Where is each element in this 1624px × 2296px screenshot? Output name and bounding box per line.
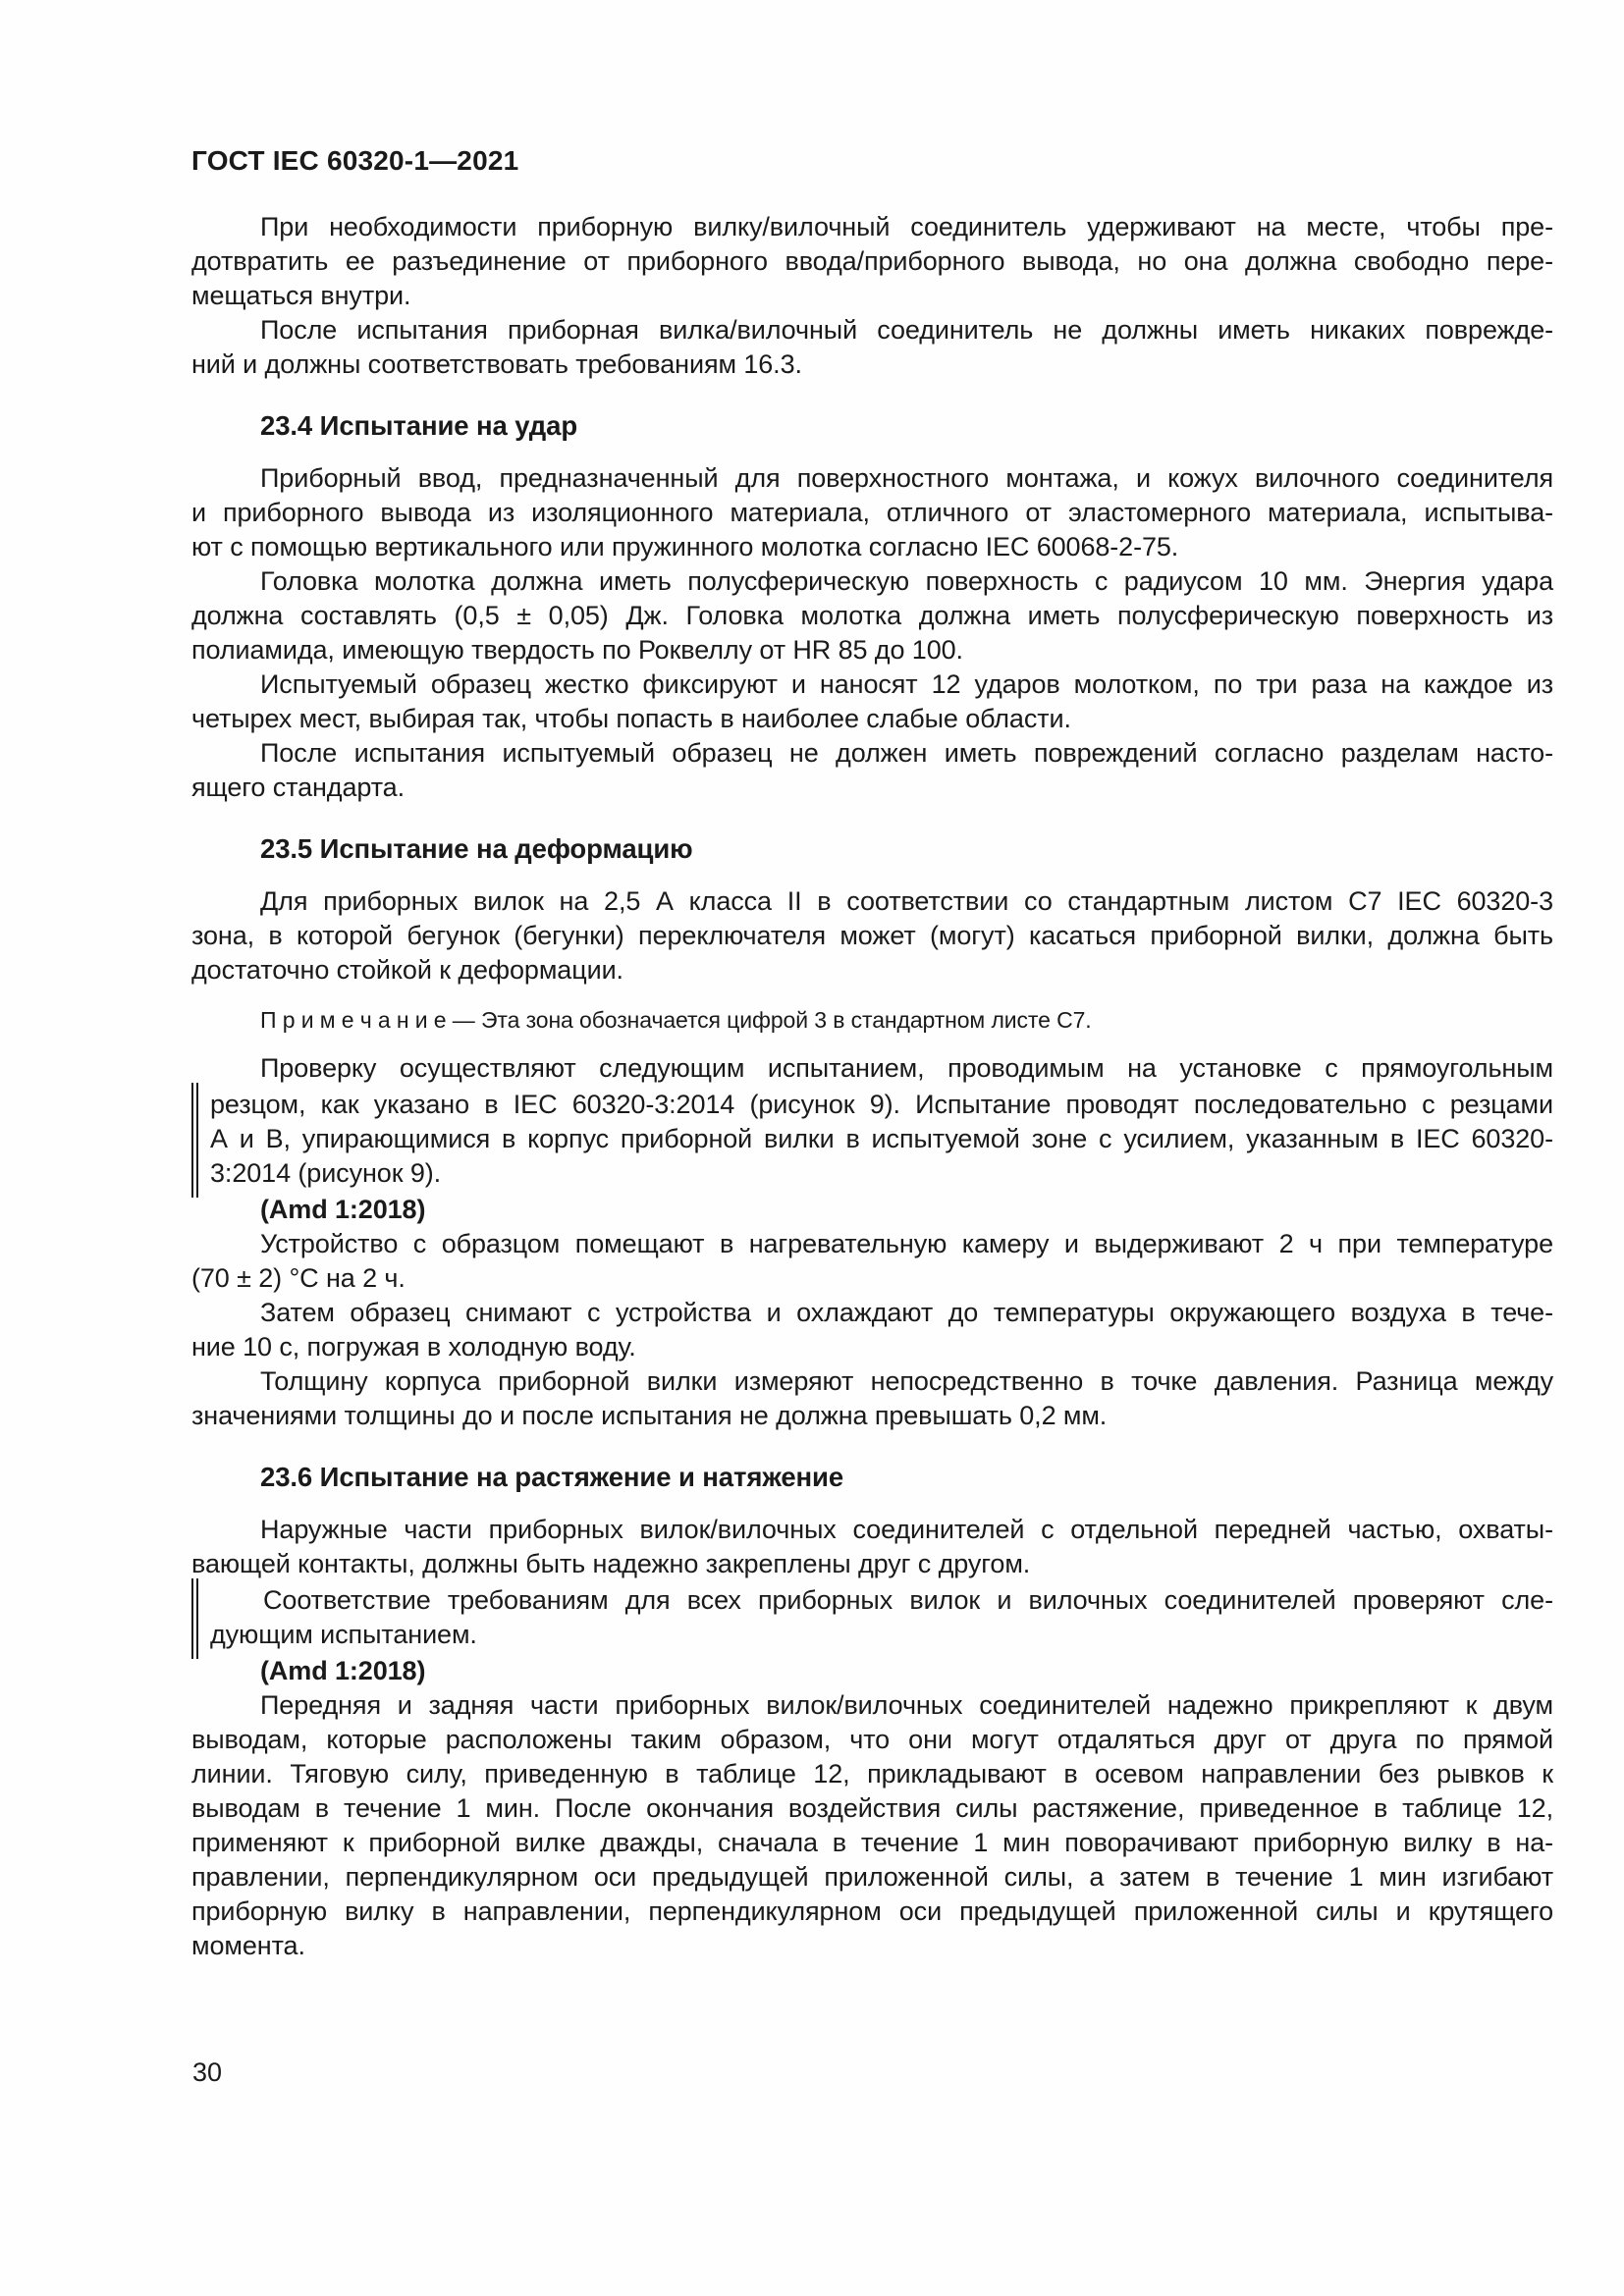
amendment-label-1: (Amd 1:2018) xyxy=(260,1195,426,1224)
paragraph-verification-lead xyxy=(191,1051,1553,1086)
text-line: Наружные части приборных вилок/вилочных соединителей с отдельной передней частью, охваты- xyxy=(260,1515,1553,1544)
text-line: Головка молотка должна иметь полусферическую поверхность с радиусом 10 мм. Энергия удара xyxy=(260,566,1553,596)
text-line: Передняя и задняя части приборных вилок/вилочных соединителей надежно прикрепляют к двум xyxy=(260,1690,1553,1720)
text-line: (70 ± 2) °С на 2 ч. xyxy=(191,1263,406,1293)
paragraph-heating-chamber xyxy=(191,1227,1553,1296)
text-line: достаточно стойкой к деформации. xyxy=(191,955,623,985)
text-line: Приборный ввод, предназначенный для поверхностного монтажа, и кожух вилочного соединителя xyxy=(260,463,1553,493)
text-line: должна составлять (0,5 ± 0,05) Дж. Головка молотка должна иметь полусферическую поверхность из xyxy=(191,601,1553,630)
page-number: 30 xyxy=(192,2057,223,2087)
heading-23-4-impact-test: 23.4 Испытание на удар xyxy=(260,410,578,441)
paragraph-after-impact xyxy=(191,736,1553,805)
text-line: При необходимости приборную вилку/вилочный соединитель удерживают на месте, чтобы пре- xyxy=(260,212,1553,241)
text-line: значениями толщины до и после испытания не должна превышать 0,2 мм. xyxy=(191,1401,1108,1430)
paragraph-after-test-requirements xyxy=(191,313,1553,382)
text-line: выводам в течение 1 мин. После окончания воздействия силы растяжение, приведенное в таблице 12, xyxy=(191,1793,1553,1823)
paragraph-pull-force-table-12 xyxy=(191,1688,1553,1963)
page-content xyxy=(191,210,1553,1963)
text-line: ние 10 с, погружая в холодную воду. xyxy=(191,1332,636,1362)
text-line: 3:2014 (рисунок 9). xyxy=(210,1158,442,1188)
paragraph-compliance-check xyxy=(210,1583,1553,1652)
paragraph-specimen-blows xyxy=(191,667,1553,736)
text-line: ящего стандарта. xyxy=(191,773,405,802)
text-line: момента. xyxy=(191,1931,305,1960)
text-line: А и В, упирающимися в корпус приборной вилки в испытуемой зоне с усилием, указанным в IEC 60320- xyxy=(210,1124,1553,1153)
paragraph-thickness-measure xyxy=(191,1364,1553,1433)
text-line: После испытания приборная вилка/вилочный соединитель не должны иметь никаких поврежде- xyxy=(260,315,1553,345)
paragraph-c7-zone xyxy=(191,884,1553,988)
text-line: дотвратить ее разъединение от приборного ввода/приборного вывода, но она должна свободно пере- xyxy=(191,246,1553,276)
text-line: и приборного вывода из изоляционного материала, отличного от эластомерного материала, испытыва- xyxy=(191,498,1553,527)
heading-23-5-deformation-test: 23.5 Испытание на деформацию xyxy=(260,833,693,864)
text-line: Затем образец снимают с устройства и охлаждают до температуры окружающего воздуха в тече- xyxy=(260,1298,1553,1327)
text-line: Испытуемый образец жестко фиксируют и наносят 12 ударов молотком, по три раза на каждое из xyxy=(260,669,1553,699)
heading-23-6-tension-test: 23.6 Испытание на растяжение и натяжение xyxy=(260,1462,844,1492)
change-marked-block-compliance xyxy=(191,1578,1553,1659)
text-line: После испытания испытуемый образец не должен иметь повреждений согласно разделам насто- xyxy=(260,738,1553,768)
text-line: линии. Тяговую силу, приведенную в таблице 12, прикладывают в осевом направлении без рывков к xyxy=(191,1759,1553,1789)
text-line: Соответствие требованиям для всех приборных вилок и вилочных соединителей проверяют сле- xyxy=(263,1585,1553,1615)
paragraph-cutters-a-b xyxy=(210,1088,1553,1191)
text-line: полиамида, имеющую твердость по Роквеллу от HR 85 до 100. xyxy=(191,635,963,665)
paragraph-plug-retention xyxy=(191,210,1553,313)
text-line: выводам, которые расположены таким образом, что они могут отдаляться друг от друга по прямой xyxy=(191,1725,1553,1754)
text-line: мещаться внутри. xyxy=(191,281,411,310)
amendment-label-2: (Amd 1:2018) xyxy=(260,1656,426,1685)
text-line: Проверку осуществляют следующим испытанием, проводимым на установке с прямоугольным xyxy=(260,1053,1553,1083)
paragraph-outer-parts-fixed xyxy=(191,1513,1553,1581)
text-line: вающей контакты, должны быть надежно закреплены друг с другом. xyxy=(191,1549,1031,1578)
text-line: четырех мест, выбирая так, чтобы попасть в наиболее слабые области. xyxy=(191,704,1071,733)
text-line: ний и должны соответствовать требованиям 16.3. xyxy=(191,349,802,379)
note-zone-number: П р и м е ч а н и е — Эта зона обозначается цифрой 3 в стандартном листе C7. xyxy=(260,1007,1092,1033)
paragraph-cooling-water xyxy=(191,1296,1553,1364)
text-line: применяют к приборной вилке дважды, сначала в течение 1 мин поворачивают приборную вилку в на- xyxy=(191,1828,1553,1857)
text-line: правлении, перпендикулярном оси предыдущей приложенной силы, а затем в течение 1 мин изгибают xyxy=(191,1862,1553,1892)
text-line: приборную вилку в направлении, перпендикулярном оси предыдущей приложенной силы и крутящего xyxy=(191,1896,1553,1926)
text-line: зона, в которой бегунок (бегунки) переключателя может (могут) касаться приборной вилки, должна быть xyxy=(191,921,1553,950)
paragraph-hammer-head xyxy=(191,564,1553,667)
text-line: Устройство с образцом помещают в нагревательную камеру и выдерживают 2 ч при температуре xyxy=(260,1229,1553,1258)
text-line: дующим испытанием. xyxy=(210,1620,477,1649)
text-line: Для приборных вилок на 2,5 А класса II в соответствии со стандартным листом C7 IEC 60320-3 xyxy=(260,886,1553,916)
paragraph-inlet-surface-mount xyxy=(191,461,1553,564)
text-line: резцом, как указано в IEC 60320-3:2014 (рисунок 9). Испытание проводят последовательно с резцами xyxy=(210,1090,1553,1119)
running-header-standard-code: ГОСТ IEC 60320-1—2021 xyxy=(191,145,519,176)
text-line: ют с помощью вертикального или пружинного молотка согласно IEC 60068-2-75. xyxy=(191,532,1179,561)
text-line: Толщину корпуса приборной вилки измеряют непосредственно в точке давления. Разница между xyxy=(260,1366,1553,1396)
change-marked-block-cutters xyxy=(191,1083,1553,1198)
